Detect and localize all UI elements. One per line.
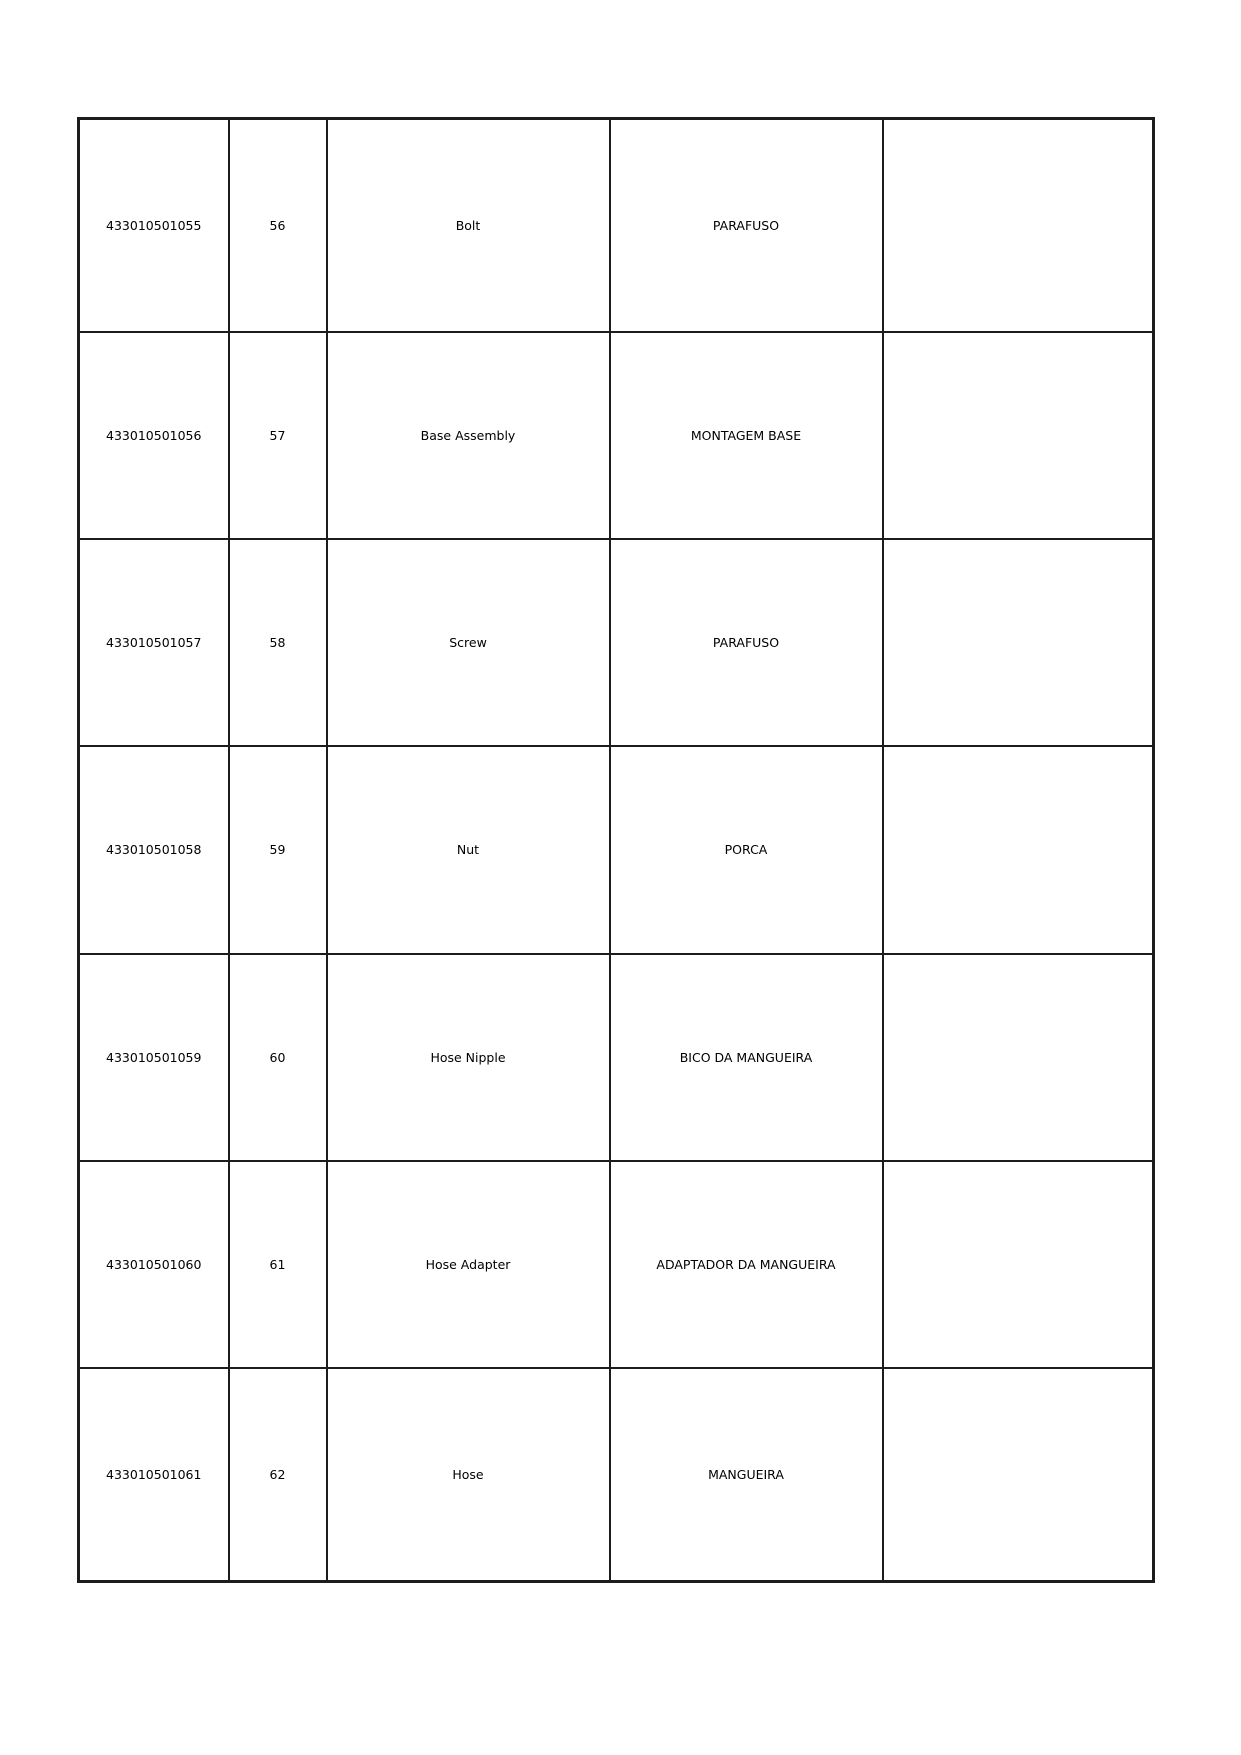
name-pt-cell: PARAFUSO xyxy=(610,539,883,746)
name-pt-cell: PORCA xyxy=(610,746,883,953)
name-pt-cell: MANGUEIRA xyxy=(610,1368,883,1581)
part-number-cell: 433010501055 xyxy=(79,119,229,332)
name-en-cell: Bolt xyxy=(327,119,610,332)
table-row xyxy=(79,746,1154,953)
name-en-cell: Screw xyxy=(327,539,610,746)
table-row xyxy=(79,954,1154,1161)
table-row xyxy=(79,539,1154,746)
item-number-cell: 58 xyxy=(229,539,327,746)
item-number-cell: 57 xyxy=(229,332,327,539)
name-pt-cell: PARAFUSO xyxy=(610,119,883,332)
empty-cell xyxy=(883,332,1154,539)
name-en-cell: Hose xyxy=(327,1368,610,1581)
empty-cell xyxy=(883,1368,1154,1581)
part-number-cell: 433010501057 xyxy=(79,539,229,746)
name-pt-cell: MONTAGEM BASE xyxy=(610,332,883,539)
table-row xyxy=(79,119,1154,332)
empty-cell xyxy=(883,119,1154,332)
part-number-cell: 433010501061 xyxy=(79,1368,229,1581)
item-number-cell: 59 xyxy=(229,746,327,953)
item-number-cell: 60 xyxy=(229,954,327,1161)
empty-cell xyxy=(883,954,1154,1161)
table-row xyxy=(79,1161,1154,1368)
name-en-cell: Base Assembly xyxy=(327,332,610,539)
parts-table xyxy=(77,117,1155,1583)
empty-cell xyxy=(883,746,1154,953)
part-number-cell: 433010501060 xyxy=(79,1161,229,1368)
item-number-cell: 56 xyxy=(229,119,327,332)
name-en-cell: Hose Adapter xyxy=(327,1161,610,1368)
name-pt-cell: BICO DA MANGUEIRA xyxy=(610,954,883,1161)
empty-cell xyxy=(883,539,1154,746)
item-number-cell: 62 xyxy=(229,1368,327,1581)
part-number-cell: 433010501058 xyxy=(79,746,229,953)
table-row xyxy=(79,1368,1154,1581)
part-number-cell: 433010501056 xyxy=(79,332,229,539)
name-en-cell: Hose Nipple xyxy=(327,954,610,1161)
name-pt-cell: ADAPTADOR DA MANGUEIRA xyxy=(610,1161,883,1368)
part-number-cell: 433010501059 xyxy=(79,954,229,1161)
item-number-cell: 61 xyxy=(229,1161,327,1368)
empty-cell xyxy=(883,1161,1154,1368)
table-row xyxy=(79,332,1154,539)
name-en-cell: Nut xyxy=(327,746,610,953)
